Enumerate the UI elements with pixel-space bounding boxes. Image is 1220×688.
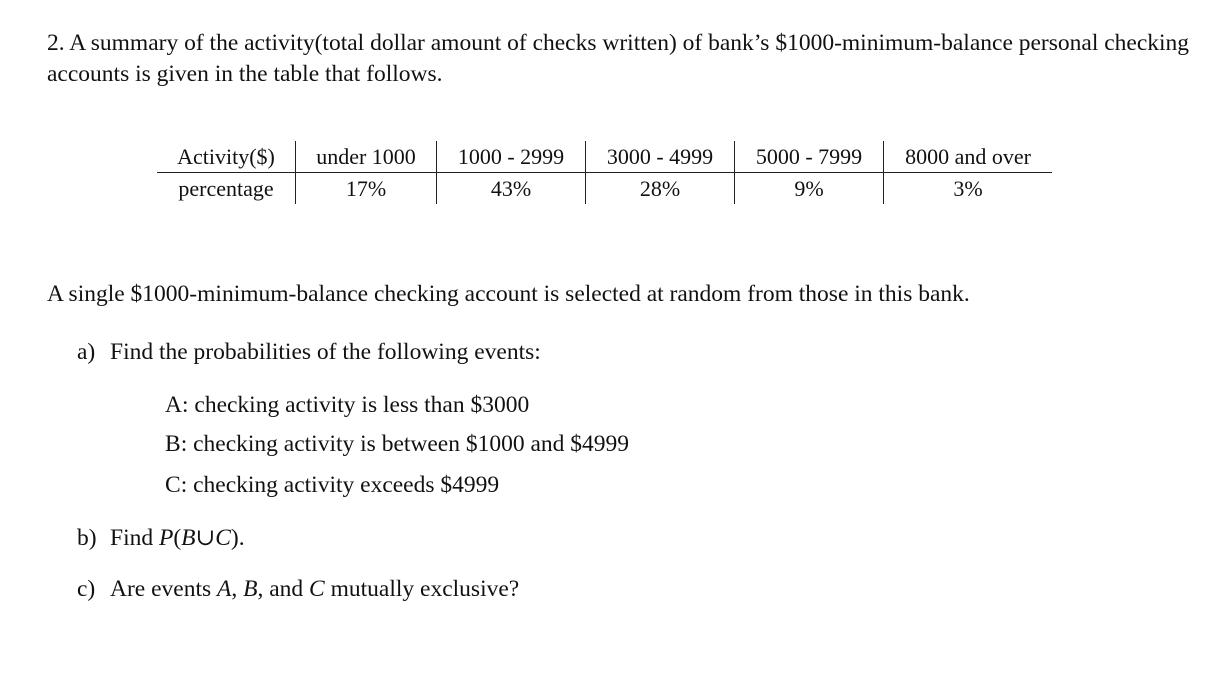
- separator: , and: [257, 576, 310, 602]
- header-cell-under-1000: under 1000: [296, 141, 437, 173]
- part-a: [77, 339, 541, 366]
- activity-table: [157, 141, 1052, 204]
- event-c-symbol: C: [309, 576, 325, 602]
- part-a-text: Find the probabilities of the following events:: [110, 339, 541, 365]
- value-cell: 3%: [884, 173, 1053, 205]
- part-b-prefix: Find: [110, 525, 159, 551]
- event-name: A: [165, 392, 182, 418]
- header-cell-activity: Activity($): [157, 141, 296, 173]
- part-c-suffix: mutually exclusive?: [324, 576, 520, 602]
- event-name: C: [165, 472, 181, 498]
- event-description: : checking activity exceeds $4999: [180, 472, 500, 498]
- union-symbol: ∪: [195, 525, 216, 551]
- part-b-label: b): [77, 525, 97, 551]
- event-description: : checking activity is between $1000 and $4999: [180, 431, 630, 457]
- part-b: [77, 523, 245, 552]
- part-a-label: a): [77, 339, 96, 365]
- event-c: [165, 472, 499, 499]
- selection-statement: A single $1000-minimum-balance checking account is selected at random from those in this bank.: [47, 281, 970, 307]
- part-c: [77, 576, 519, 603]
- part-c-label: c): [77, 576, 96, 602]
- event-c-symbol: C: [215, 525, 231, 551]
- row-label-percentage: percentage: [178, 175, 274, 201]
- problem-intro: 2. A summary of the activity(total dollar amount of checks written) of bank’s $1000-minimum-balance personal checking accounts is given in the table that follows.: [47, 30, 1190, 87]
- table-row: [157, 173, 1052, 205]
- event-a: [165, 392, 529, 419]
- value-cell: 17%: [296, 173, 437, 205]
- prob-symbol: P: [158, 525, 174, 551]
- paren-close: ).: [230, 525, 245, 551]
- separator: ,: [231, 576, 244, 602]
- value-cell: 9%: [735, 173, 884, 205]
- value-cell: 43%: [437, 173, 586, 205]
- header-cell-5000-7999: 5000 - 7999: [735, 141, 884, 173]
- paren-open: (: [173, 525, 182, 551]
- part-c-prefix: Are events: [110, 576, 218, 602]
- event-name: B: [165, 431, 181, 457]
- event-b-symbol: B: [243, 576, 258, 602]
- header-cell-3000-4999: 3000 - 4999: [586, 141, 735, 173]
- header-cell-1000-2999: 1000 - 2999: [437, 141, 586, 173]
- value-cell: 28%: [586, 173, 735, 205]
- table-header-row: [157, 141, 1052, 173]
- event-b: [165, 431, 629, 458]
- event-b-symbol: B: [181, 525, 196, 551]
- event-description: : checking activity is less than $3000: [181, 392, 530, 418]
- event-a-symbol: A: [217, 576, 232, 602]
- header-cell-8000-and-over: 8000 and over: [884, 141, 1053, 173]
